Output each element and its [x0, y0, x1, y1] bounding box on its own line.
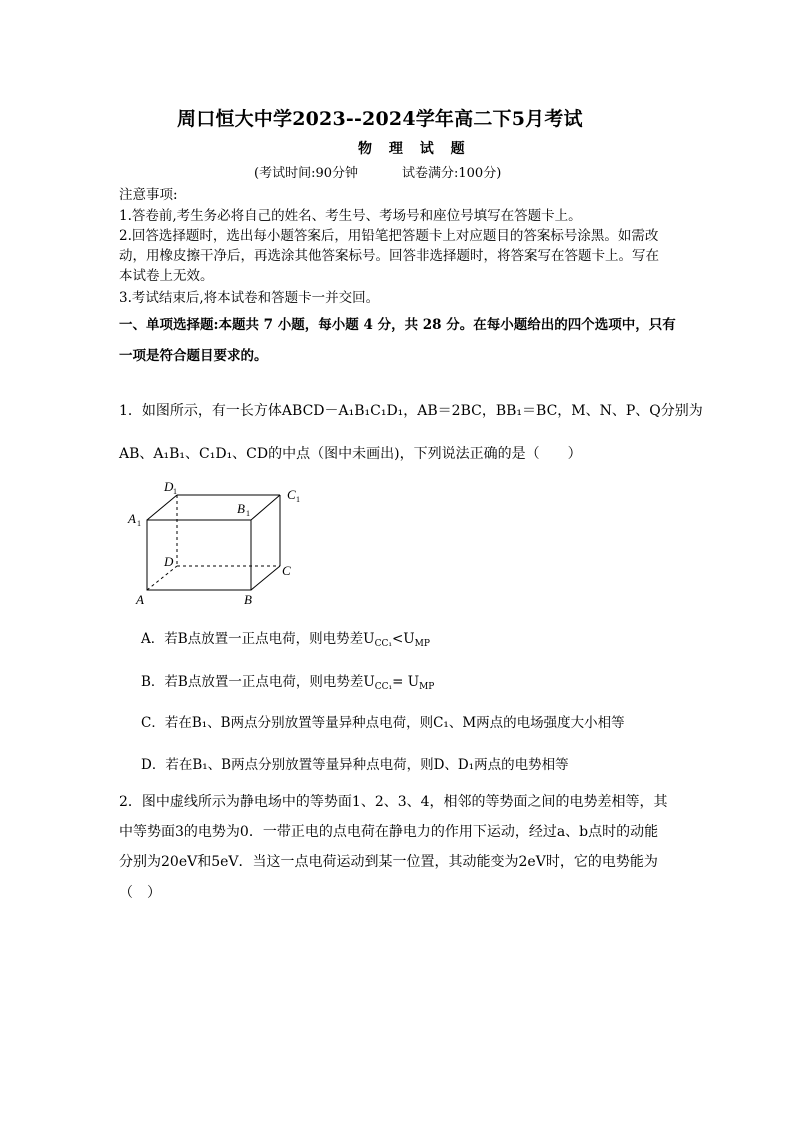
svg-text:C: C: [287, 487, 296, 502]
q2-stem-line2: 中等势面3的电势为0．一带正电的点电荷在静电力的作用下运动，经过a、b点时的动能: [119, 824, 659, 840]
q1-option-d: D．若在B₁、B两点分别放置等量异种点电荷，则D、D₁两点的电势相等: [141, 757, 569, 773]
label-A: A: [136, 592, 144, 607]
q1-option-a: A．若B点放置一正点电荷，则电势差$U_{CC_1}<U_{MP}$: [141, 631, 430, 649]
label-B1: [237, 501, 250, 518]
svg-text:D: D: [164, 479, 174, 494]
label-C: C: [282, 563, 291, 578]
edge-a1-d1: [147, 495, 177, 520]
note-2a: 2.回答选择题时，选出每小题答案后，用铅笔把答题卡上对应题目的答案标号涂黑。如需改: [119, 228, 659, 244]
q2-stem-line3: 分别为20eV和5eV．当这一点电荷运动到某一位置，其动能变为2eV时，它的电势能为: [119, 854, 658, 870]
edge-b-c: [251, 566, 280, 590]
label-C1: [287, 487, 300, 504]
exam-title: 周口恒大中学2023--2024学年高二下5月考试: [177, 108, 583, 130]
svg-text:1: 1: [173, 487, 177, 496]
label-D1: [163, 479, 177, 496]
q2-stem-line1: 2．图中虚线所示为静电场中的等势面1、2、3、4，相邻的等势面之间的电势差相等，其: [119, 794, 668, 810]
exam-time: (考试时间:90分钟: [254, 166, 358, 181]
svg-text:1: 1: [246, 509, 250, 518]
q1-option-c: C．若在B₁、B两点分别放置等量异种点电荷，则C₁、M两点的电场强度大小相等: [141, 715, 625, 731]
note-3: 3.考试结束后,将本试卷和答题卡一并交回。: [119, 290, 380, 306]
q1-stem-line1: 1．如图所示，有一长方体ABCD－A₁B₁C₁D₁，AB＝2BC，BB₁＝BC，M、N、P、Q分别为: [119, 403, 703, 419]
exam-score: 试卷满分:100分): [402, 166, 502, 181]
q1-stem-line2: AB、A₁B₁、C₁D₁、CD的中点（图中未画出)，下列说法正确的是（ ）: [119, 446, 582, 462]
hidden-edge-a-d: [147, 566, 177, 590]
svg-text:A: A: [128, 511, 136, 526]
note-2c: 本试卷上无效。: [119, 268, 214, 284]
svg-text:B: B: [237, 501, 245, 516]
svg-text:1: 1: [137, 519, 141, 528]
section-heading-line2: 一项是符合题目要求的。: [119, 348, 268, 364]
edge-b1-c1: [251, 495, 280, 520]
cuboid-figure: [120, 478, 310, 610]
note-1: 1.答卷前,考生务必将自己的姓名、考生号、考场号和座位号填写在答题卡上。: [119, 208, 582, 224]
section-heading-line1: 一、单项选择题:本题共 7 小题，每小题 4 分，共 28 分。在每小题给出的四个选项中，只有: [119, 317, 676, 333]
notes-heading: 注意事项:: [119, 187, 178, 203]
exam-subtitle: 物 理 试 题: [358, 141, 471, 157]
svg-text:1: 1: [296, 495, 300, 504]
q2-stem-line4: （ ）: [119, 885, 161, 901]
exam-meta: [254, 162, 501, 181]
q1-option-b: B．若B点放置一正点电荷，则电势差$U_{CC_1}= U_{MP}$: [141, 674, 435, 692]
note-2b: 动，用橡皮擦干净后，再选涂其他答案标号。回答非选择题时，将答案写在答题卡上。写在: [119, 248, 659, 264]
label-B: B: [244, 592, 252, 607]
label-A1: [127, 511, 141, 528]
front-face: [147, 520, 251, 590]
label-D: D: [164, 554, 174, 569]
